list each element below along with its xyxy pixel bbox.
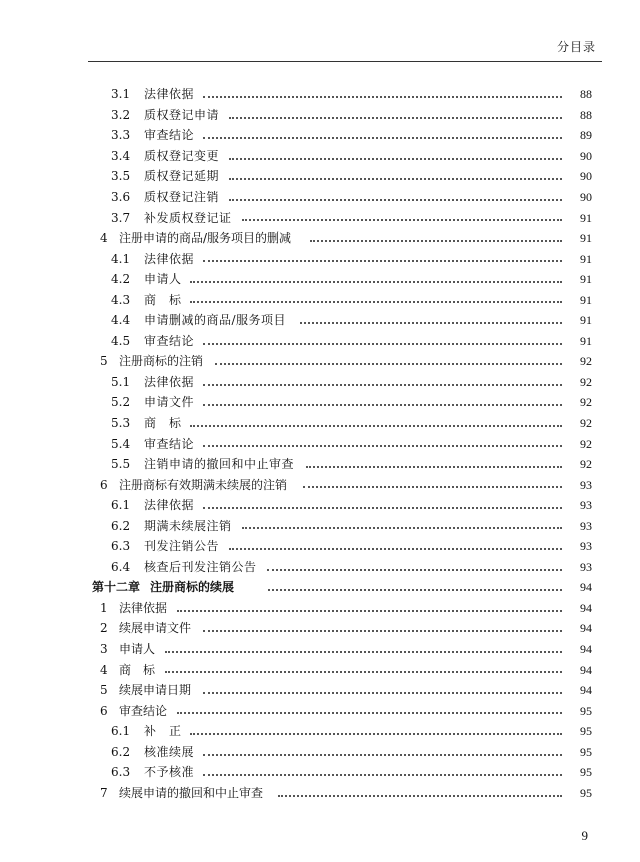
toc-entry[interactable] [0,331,640,352]
dot-leader [190,300,562,303]
dot-leader [278,794,562,797]
toc-entry-number: 1 [100,600,108,615]
toc-entry-title: 申请删减的商品/服务项目 [144,313,287,328]
toc-entry-number: 4.3 [111,292,131,307]
toc-entry-number: 6.2 [111,518,131,533]
toc-entry-title: 续展申请日期 [119,683,192,698]
toc-entry-number: 3.6 [111,190,131,204]
toc-entry-number: 5 [100,683,108,698]
dot-leader [203,691,562,694]
page-number: 9 [581,828,588,843]
dot-leader [203,753,562,756]
toc-entry-title: 补 正 [144,724,182,739]
toc-entry[interactable] [0,372,640,393]
running-head: 分目录 [556,40,596,54]
toc-entry-number: 4 [100,662,108,677]
toc-entry-number: 3.7 [111,210,131,225]
dot-leader [203,259,562,262]
dot-leader [229,116,562,119]
toc-entry-title: 核查后刊发注销公告 [144,559,257,574]
toc-entry-number: 7 [100,785,108,800]
dot-leader [229,157,562,160]
toc-entry-title: 法律依据 [144,374,195,389]
toc-entry-title: 商 标 [144,416,182,431]
toc-entry-page: 88 [580,107,592,122]
dot-leader [203,403,562,406]
toc-entry-title: 法律依据 [144,498,195,513]
toc-entry[interactable] [0,248,640,269]
toc-entry-page: 93 [580,477,592,492]
toc-entry[interactable] [0,310,640,331]
dot-leader [190,732,562,735]
toc-entry-title: 不予核准 [144,765,195,780]
toc-entry-page: 91 [580,313,592,328]
dot-leader [203,342,562,345]
toc-entry-page: 94 [580,580,592,595]
toc-entry-page: 93 [580,518,592,533]
dot-leader [267,568,562,571]
toc-entry-number: 2 [100,621,108,636]
toc-entry-number: 6 [100,703,108,718]
toc-entry-title: 质权登记变更 [144,148,220,163]
toc-entry-page: 95 [580,785,592,800]
toc-entry-title: 法律依据 [119,600,168,615]
toc-entry[interactable] [0,474,640,495]
toc-entry-title: 续展申请的撤回和中止审查 [119,785,264,800]
toc-entry-page: 91 [580,292,592,307]
toc-entry[interactable] [0,783,640,804]
toc-entry-number: 5.1 [111,374,131,389]
toc-entry-title: 申请人 [119,642,156,657]
dot-leader [203,95,562,98]
toc-entry[interactable] [0,146,640,167]
toc-entry[interactable] [0,433,640,454]
toc-entry-number: 5.4 [111,436,131,451]
toc-entry-title: 注销申请的撤回和中止审查 [144,457,295,472]
dot-leader [177,609,562,612]
toc-entry[interactable] [0,351,640,372]
toc-entry-page: 91 [580,251,592,266]
toc-entry[interactable] [0,166,640,187]
dot-leader [203,629,562,632]
toc-entry-page: 93 [580,539,592,554]
toc-entry[interactable] [0,187,640,208]
dot-leader [203,444,562,447]
toc-entry-page: 94 [580,662,592,677]
toc-entry-title: 质权登记延期 [144,169,220,184]
toc-entry-page: 95 [580,744,592,759]
dot-leader [190,280,562,283]
toc-entry-title: 注册申请的商品/服务项目的删减 [119,231,292,246]
toc-entry-title: 法律依据 [144,251,195,266]
dot-leader [203,506,562,509]
toc-entry-page: 90 [580,190,592,204]
toc-entry-number: 5 [100,354,108,369]
toc-entry[interactable] [0,659,640,680]
toc-entry-number: 4.4 [111,313,131,328]
toc-entry[interactable] [0,125,640,146]
toc-entry-page: 89 [580,128,592,143]
toc-entry-page: 92 [580,436,592,451]
toc-entry-page: 92 [580,395,592,410]
toc-entry-page: 95 [580,703,592,718]
toc-entry[interactable] [0,495,640,516]
toc-entry-title: 质权登记申请 [144,107,220,122]
toc-entry-number: 4 [100,231,108,246]
toc-entry[interactable] [0,207,640,228]
dot-leader [310,239,562,242]
toc-entry[interactable] [0,228,640,249]
toc-entry-number: 6.3 [111,765,131,780]
toc-entry-number: 3.2 [111,107,131,122]
table-of-contents [0,84,640,803]
dot-leader [165,670,562,673]
toc-entry-title: 核准续展 [144,744,195,759]
toc-entry-title: 法律依据 [144,87,195,102]
toc-entry-number: 5.5 [111,457,131,472]
toc-entry-page: 95 [580,724,592,739]
dot-leader [215,362,562,365]
toc-entry-title: 审查结论 [144,333,195,348]
toc-entry-title: 申请文件 [144,395,195,410]
toc-entry[interactable] [0,515,640,536]
toc-entry-number: 6.1 [111,724,131,739]
toc-entry-page: 92 [580,374,592,389]
toc-entry-page: 91 [580,333,592,348]
dot-leader [229,177,562,180]
toc-entry-title: 期满未续展注销 [144,518,232,533]
dot-leader [165,650,562,653]
toc-entry-title: 商 标 [144,292,182,307]
toc-entry-page: 92 [580,457,592,472]
toc-entry-page: 94 [580,621,592,636]
toc-entry[interactable] [0,413,640,434]
toc-entry-page: 93 [580,559,592,574]
toc-entry-number: 3.1 [111,87,131,102]
dot-leader [203,773,562,776]
toc-entry-number: 3 [100,642,108,657]
toc-entry-page: 94 [580,642,592,657]
toc-entry-title: 审查结论 [144,128,195,143]
dot-leader [242,218,562,221]
toc-entry-page: 95 [580,765,592,780]
toc-entry-number: 6.1 [111,498,131,513]
toc-entry-number: 5.3 [111,416,131,431]
toc-entry-title: 续展申请文件 [119,621,192,636]
toc-entry-number: 4.1 [111,251,131,266]
toc-entry-title: 刊发注销公告 [144,539,220,554]
toc-entry[interactable] [0,742,640,763]
toc-entry[interactable] [0,700,640,721]
toc-entry[interactable] [0,454,640,475]
toc-entry[interactable] [0,598,640,619]
toc-entry-title: 补发质权登记证 [144,210,232,225]
dot-leader [268,588,562,591]
toc-entry-title: 商 标 [119,662,156,677]
dot-leader [190,424,562,427]
toc-entry-number: 3.5 [111,169,131,184]
toc-entry-page: 91 [580,272,592,287]
dot-leader [177,711,562,714]
toc-entry[interactable] [0,105,640,126]
toc-entry-page: 93 [580,498,592,513]
toc-entry[interactable] [0,84,640,105]
toc-entry-title: 审查结论 [144,436,195,451]
dot-leader [229,547,562,550]
toc-entry-page: 90 [580,169,592,184]
toc-entry-page: 91 [580,210,592,225]
toc-entry[interactable] [0,639,640,660]
toc-entry[interactable] [0,721,640,742]
dot-leader [203,136,562,139]
toc-entry[interactable] [0,392,640,413]
toc-entry-page: 92 [580,416,592,431]
toc-entry[interactable] [0,289,640,310]
toc-entry-number: 3.3 [111,128,131,143]
toc-entry[interactable] [0,762,640,783]
toc-entry-number: 3.4 [111,148,131,163]
toc-entry-page: 91 [580,231,592,246]
toc-entry-number: 6.3 [111,539,131,554]
toc-entry-number: 4.5 [111,333,131,348]
toc-entry-title: 注册商标的注销 [119,354,204,369]
dot-leader [242,526,562,529]
toc-entry-title: 申请人 [144,272,182,287]
toc-entry-number: 6.4 [111,559,131,574]
toc-entry-page: 90 [580,148,592,163]
toc-entry[interactable] [0,557,640,578]
toc-entry-number: 5.2 [111,395,131,410]
toc-entry-title: 注册商标的续展 [150,580,235,595]
dot-leader [203,383,562,386]
dot-leader [303,485,562,488]
toc-chapter-entry[interactable] [0,577,640,598]
toc-entry[interactable] [0,680,640,701]
toc-entry-number: 第十二章 [92,580,141,595]
dot-leader [229,198,562,201]
toc-entry-number: 6 [100,477,108,492]
toc-entry[interactable] [0,269,640,290]
toc-entry-title: 注册商标有效期满未续展的注销 [119,477,288,492]
toc-entry-number: 6.2 [111,744,131,759]
toc-entry-title: 质权登记注销 [144,190,220,204]
header-rule [88,61,602,62]
dot-leader [300,321,562,324]
toc-entry-title: 审查结论 [119,703,168,718]
toc-entry-number: 4.2 [111,272,131,287]
toc-entry[interactable] [0,618,640,639]
toc-entry-page: 94 [580,600,592,615]
toc-entry-page: 88 [580,87,592,102]
toc-entry-page: 92 [580,354,592,369]
toc-entry[interactable] [0,536,640,557]
dot-leader [306,465,562,468]
toc-entry-page: 94 [580,683,592,698]
